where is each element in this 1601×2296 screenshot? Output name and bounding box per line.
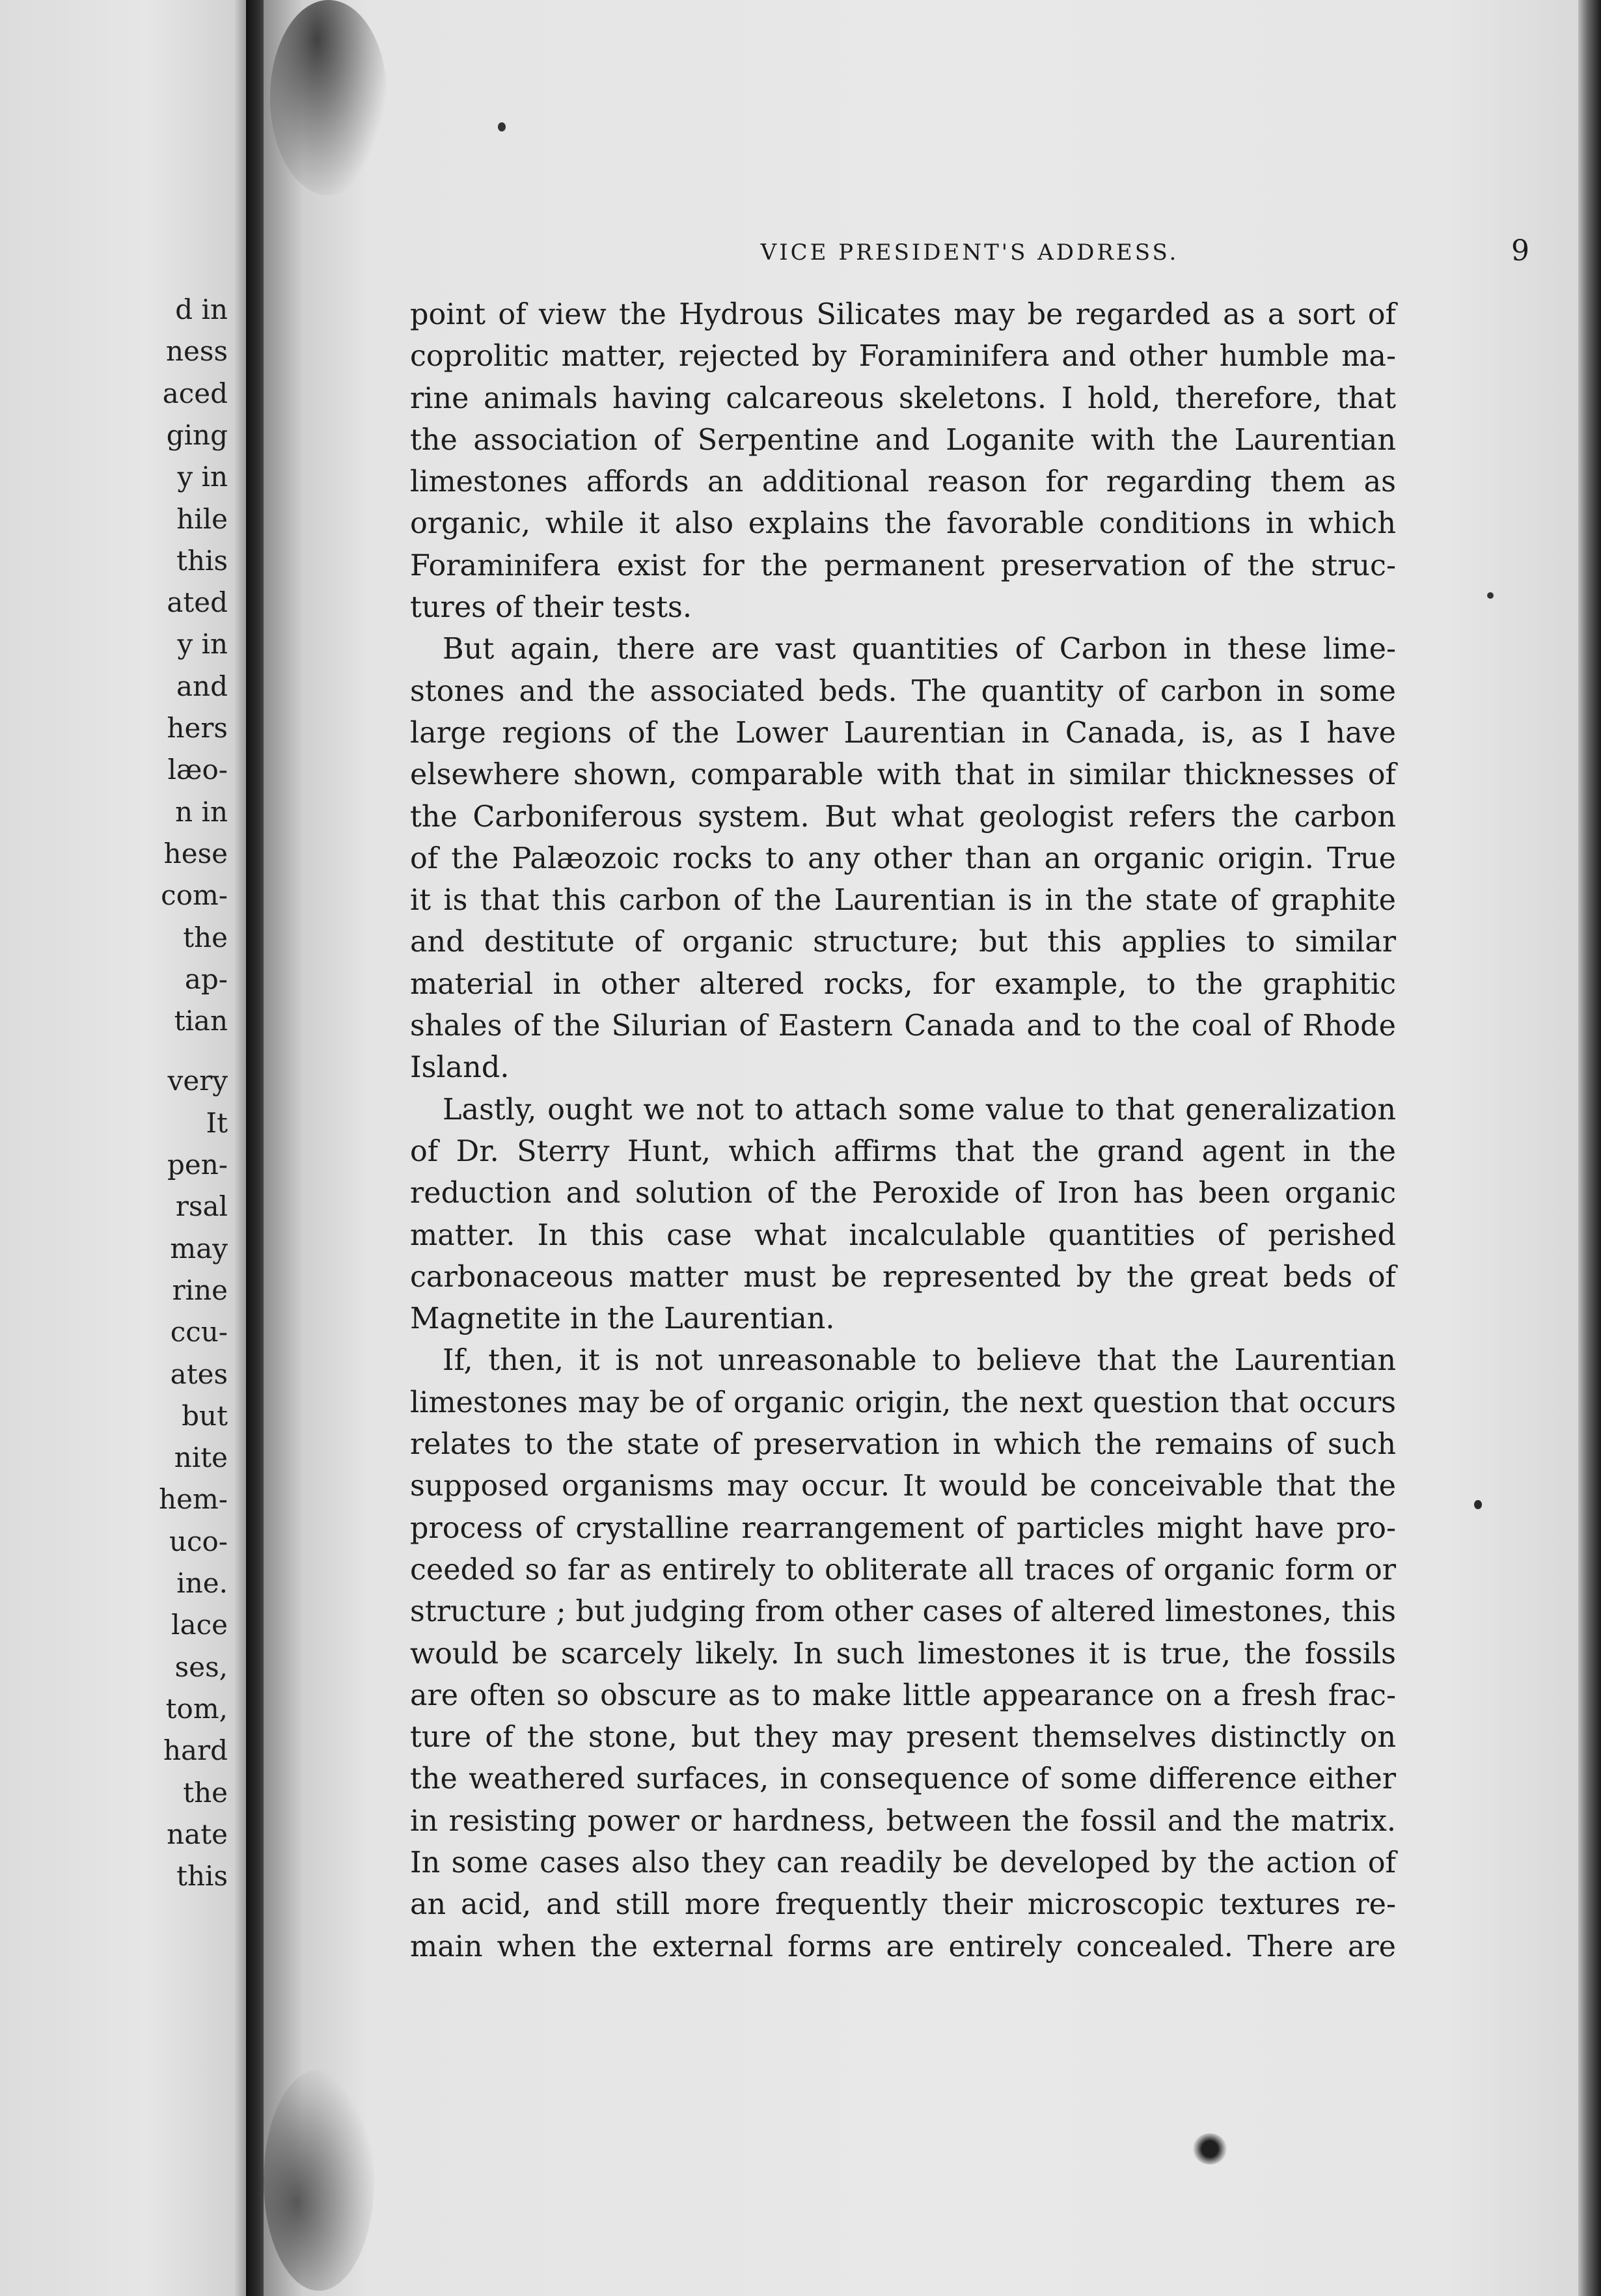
left-page-fragment: ated bbox=[167, 586, 228, 619]
left-page-fragment: but bbox=[182, 1399, 228, 1432]
left-page-fragment: hese bbox=[163, 837, 228, 869]
left-page-fragment: may bbox=[170, 1232, 228, 1264]
text-line: structure ; but judging from other cases of altered limestones, this bbox=[410, 1595, 1396, 1629]
left-page-fragment: tian bbox=[174, 1005, 228, 1037]
text-line: are often so obscure as to make little appearance on a fresh frac- bbox=[410, 1678, 1396, 1712]
text-line: supposed organisms may occur. It would be conceivable that the bbox=[410, 1469, 1396, 1503]
left-page-edge bbox=[0, 0, 246, 2296]
text-line: large regions of the Lower Laurentian in Canada, is, as I have bbox=[410, 716, 1396, 750]
left-page-fragment: nite bbox=[174, 1442, 228, 1474]
text-line: carbonaceous matter must be represented by the great beds of bbox=[410, 1260, 1396, 1294]
page-number: 9 bbox=[1511, 234, 1529, 267]
left-page-fragment: nate bbox=[167, 1818, 228, 1850]
ink-speck-right-2 bbox=[1474, 1500, 1482, 1509]
text-line: coprolitic matter, rejected by Foraminifera and other humble ma- bbox=[410, 340, 1396, 374]
ink-speck-top bbox=[498, 122, 506, 131]
text-line: would be scarcely likely. In such limestones it is true, the fossils bbox=[410, 1637, 1396, 1671]
ink-blot-top bbox=[270, 0, 387, 195]
left-page-fragment: com- bbox=[161, 879, 228, 912]
left-page-fragment: this bbox=[176, 544, 228, 577]
text-line: of Dr. Sterry Hunt, which affirms that the grand agent in the bbox=[410, 1134, 1396, 1168]
left-page-fragment: ccu- bbox=[170, 1316, 228, 1348]
body-text bbox=[410, 294, 1396, 1968]
left-page-fragment: n in bbox=[175, 795, 228, 828]
text-line: shales of the Silurian of Eastern Canada and to the coal of Rhode bbox=[410, 1009, 1396, 1043]
text-line: reduction and solution of the Peroxide of Iron has been organic bbox=[410, 1177, 1396, 1210]
left-page-fragment: hard bbox=[163, 1734, 228, 1767]
left-page-fragment: uco- bbox=[169, 1525, 228, 1557]
left-page-fragment: very bbox=[167, 1065, 228, 1097]
left-page-fragment: y in bbox=[177, 628, 228, 661]
ink-speck-right-1 bbox=[1487, 592, 1494, 599]
left-page-fragment: aced bbox=[162, 377, 228, 409]
text-line: organic, while it also explains the favorable conditions in which bbox=[410, 507, 1396, 541]
text-line: it is that this carbon of the Laurentian is in the state of graphite bbox=[410, 884, 1396, 918]
text-line: the Carboniferous system. But what geologist refers the carbon bbox=[410, 800, 1396, 834]
left-page-fragment: ine. bbox=[176, 1567, 228, 1599]
left-page-fragment: this bbox=[176, 1860, 228, 1893]
ink-spot-bottom bbox=[1193, 2133, 1227, 2165]
text-line: matter. In this case what incalculable quantities of perished bbox=[410, 1218, 1396, 1252]
left-page-fragment: ap- bbox=[184, 963, 228, 995]
text-line: ture of the stone, but they may present themselves distinctly on bbox=[410, 1721, 1396, 1755]
text-line: material in other altered rocks, for example, to the graphitic bbox=[410, 967, 1396, 1001]
text-line: point of view the Hydrous Silicates may be regarded as a sort of bbox=[410, 298, 1396, 331]
text-line: elsewhere shown, comparable with that in similar thicknesses of bbox=[410, 758, 1396, 792]
right-page-edge bbox=[1578, 0, 1601, 2296]
text-line: Foraminifera exist for the permanent preservation of the struc- bbox=[410, 549, 1396, 582]
left-page-fragment: lace bbox=[171, 1609, 228, 1641]
left-page-fragment: the bbox=[183, 1776, 228, 1809]
text-line: But again, there are vast quantities of Carbon in these lime- bbox=[443, 633, 1396, 666]
left-page-fragment: tom, bbox=[165, 1692, 228, 1725]
left-page-fragment: ates bbox=[170, 1358, 228, 1390]
text-line: Magnetite in the Laurentian. bbox=[410, 1302, 835, 1336]
text-line: in resisting power or hardness, between the fossil and the matrix. bbox=[410, 1804, 1396, 1838]
text-line: tures of their tests. bbox=[410, 591, 692, 625]
text-line: limestones may be of organic origin, the next question that occurs bbox=[410, 1386, 1396, 1419]
text-line: rine animals having calcareous skeletons. I hold, therefore, that bbox=[410, 381, 1396, 415]
left-page-fragment: rsal bbox=[175, 1190, 228, 1223]
left-page-fragment: hem- bbox=[159, 1483, 228, 1516]
text-line: the weathered surfaces, in consequence of some difference either bbox=[410, 1762, 1396, 1796]
left-page-fragment: ging bbox=[166, 418, 228, 451]
text-line: of the Palæozoic rocks to any other than an organic origin. True bbox=[410, 841, 1396, 875]
left-page-fragment: ness bbox=[165, 335, 228, 368]
text-line: Island. bbox=[410, 1051, 510, 1085]
text-line: ceeded so far as entirely to obliterate all traces of organic form or bbox=[410, 1553, 1396, 1587]
left-page-fragment: d in bbox=[175, 294, 228, 325]
left-page-fragment: ses, bbox=[174, 1650, 228, 1683]
right-page bbox=[264, 0, 1578, 2296]
text-line: Lastly, ought we not to attach some value to that generalization bbox=[443, 1093, 1396, 1127]
left-page-fragment: hile bbox=[176, 502, 228, 535]
running-head: VICE PRESIDENT'S ADDRESS. bbox=[760, 239, 1179, 266]
left-page-fragment: rine bbox=[172, 1274, 228, 1306]
left-page-fragment: It bbox=[206, 1106, 228, 1139]
left-page-fragment: and bbox=[176, 670, 228, 702]
text-line: main when the external forms are entirely concealed. There are bbox=[410, 1930, 1396, 1963]
text-line: an acid, and still more frequently their microscopic textures re- bbox=[410, 1888, 1396, 1922]
ink-blot-bottom-left bbox=[264, 2070, 374, 2291]
text-line: limestones affords an additional reason for regarding them as bbox=[410, 465, 1396, 499]
left-page-fragment: the bbox=[183, 921, 228, 953]
text-line: process of crystalline rearrangement of particles might have pro- bbox=[410, 1511, 1396, 1545]
left-page-fragment: y in bbox=[177, 461, 228, 493]
text-line: the association of Serpentine and Loganite with the Laurentian bbox=[410, 423, 1396, 457]
text-line: If, then, it is not unreasonable to believe that the Laurentian bbox=[443, 1344, 1396, 1378]
text-line: relates to the state of preservation in which the remains of such bbox=[410, 1428, 1396, 1462]
text-line: In some cases also they can readily be developed by the action of bbox=[410, 1846, 1396, 1879]
left-page-fragment: pen- bbox=[167, 1149, 228, 1181]
text-line: stones and the associated beds. The quantity of carbon in some bbox=[410, 674, 1396, 708]
left-page-fragment: læo- bbox=[167, 754, 228, 786]
text-line: and destitute of organic structure; but this applies to similar bbox=[410, 925, 1396, 959]
page-header bbox=[410, 234, 1529, 273]
left-page-fragment: hers bbox=[167, 712, 228, 744]
